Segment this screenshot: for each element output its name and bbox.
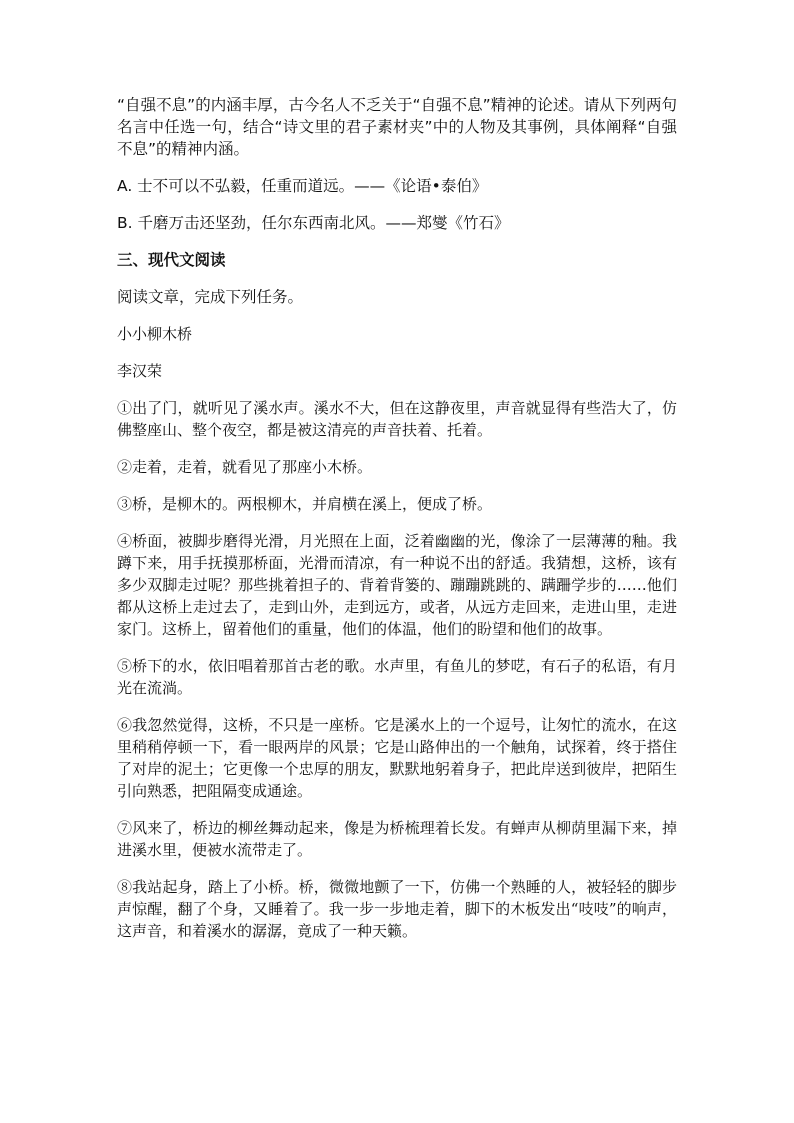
reading-instruction: 阅读文章，完成下列任务。 bbox=[117, 288, 304, 306]
section-heading: 三、现代文阅读 bbox=[117, 251, 226, 269]
article-paragraph-6: ⑥我忽然觉得，这桥，不只是一座桥。它是溪水上的一个逗号，让匆忙的流水，在这里稍稍停顿一下，看一眼两岸的风景；它是山路伸出的一个触角，试探着，终于搭住了对岸的泥土；它更像一个忠厚的朋友，默默地躬着身子，把此岸送到彼岸，把陌生引向熟悉，把阻隔变成通途。 bbox=[117, 716, 677, 800]
article-author: 李汉荣 bbox=[117, 362, 163, 380]
document-page bbox=[117, 94, 677, 942]
article-paragraph-1: ①出了门，就听见了溪水声。溪水不大，但在这静夜里，声音就显得有些浩大了，仿佛整座山、整个夜空，都是被这清亮的声音扶着、托着。 bbox=[117, 399, 677, 439]
article-paragraph-7: ⑦风来了，桥边的柳丝舞动起来，像是为桥梳理着长发。有蝉声从柳荫里漏下来，掉进溪水里，便被水流带走了。 bbox=[117, 819, 677, 859]
article-title: 小小柳木桥 bbox=[117, 325, 193, 343]
article-paragraph-8: ⑧我站起身，踏上了小桥。桥，微微地颤了一下，仿佛一个熟睡的人，被轻轻的脚步声惊醒，翻了个身，又睡着了。我一步一步地走着，脚下的木板发出“吱吱”的响声，这声音，和着溪水的潺潺，竟成了一种天籁。 bbox=[117, 878, 677, 940]
intro-paragraph: “自强不息”的内涵丰厚，古今名人不乏关于“自强不息”精神的论述。请从下列两句名言中任选一句，结合“诗文里的君子素材夹”中的人物及其事例，具体阐释“自强不息”的精神内涵。 bbox=[117, 96, 677, 158]
article-paragraph-4: ④桥面，被脚步磨得光滑，月光照在上面，泛着幽幽的光，像涂了一层薄薄的釉。我蹲下来，用手抚摸那桥面，光滑而清凉，有一种说不出的舒适。我猜想，这桥，该有多少双脚走过呢？那些挑着担子的、背着背篓的、蹦蹦跳跳的、蹒跚学步的……他们都从这桥上走过去了，走到山外，走到远方，或者，从远方走回来，走进山里，走进家门。这桥上，留着他们的重量，他们的体温，他们的盼望和他们的故事。 bbox=[117, 532, 677, 638]
option-a: A. 士不可以不弘毅，任重而道远。——《论语•泰伯》 bbox=[117, 177, 488, 195]
article-paragraph-3: ③桥，是柳木的。两根柳木，并肩横在溪上，便成了桥。 bbox=[117, 495, 493, 513]
article-paragraph-2: ②走着，走着，就看见了那座小木桥。 bbox=[117, 458, 373, 476]
article-paragraph-5: ⑤桥下的水，依旧唱着那首古老的歌。水声里，有鱼儿的梦呓，有石子的私语，有月光在流淌。 bbox=[117, 657, 677, 697]
option-b: B. 千磨万击还坚劲，任尔东西南北风。——郑燮《竹石》 bbox=[117, 214, 510, 232]
